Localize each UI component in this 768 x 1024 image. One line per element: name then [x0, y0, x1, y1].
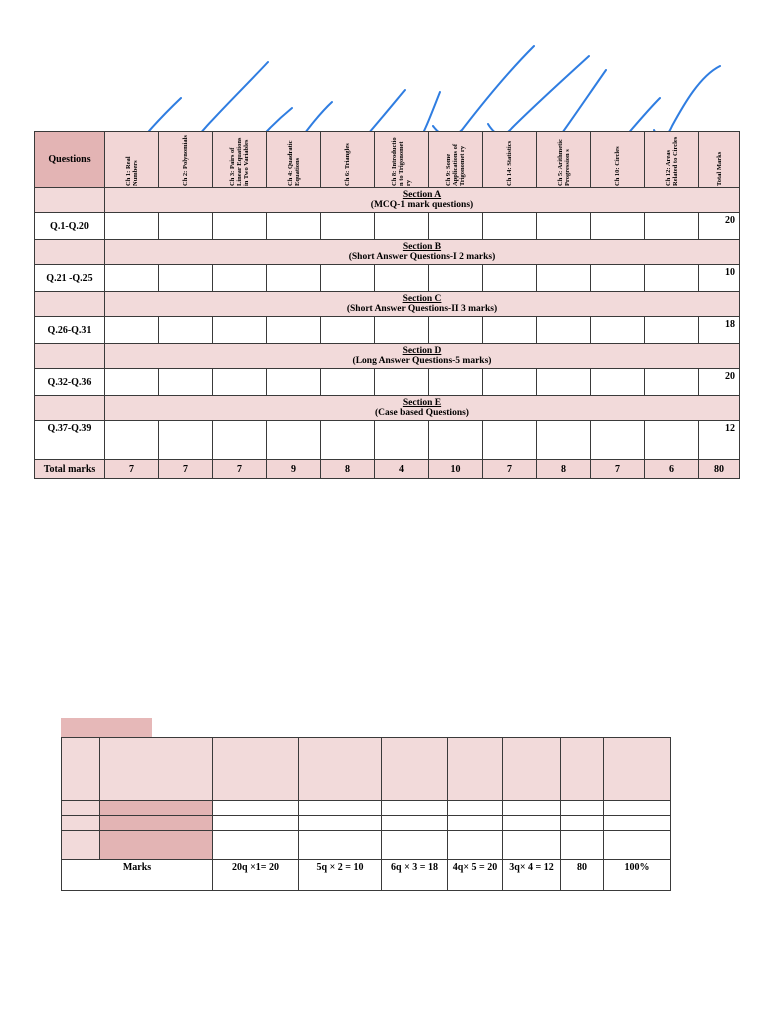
marks-percent: 100%: [604, 860, 671, 891]
marks-total: 80: [561, 860, 604, 891]
section-row: [35, 292, 740, 317]
total-marks-label: Total marks: [35, 460, 105, 479]
section-row: [35, 188, 740, 213]
chapter-total: 7: [483, 460, 537, 479]
marks-label: Marks: [62, 860, 213, 891]
row-total-marks: 20: [699, 369, 740, 396]
marks-value: 4q× 5 = 20: [448, 860, 503, 891]
row-total-marks: 10: [699, 265, 740, 292]
question-range: Q.37-Q.39: [35, 421, 105, 460]
tick-mark-ch9: [433, 46, 534, 136]
chapter-total: 4: [375, 460, 429, 479]
section-row: [35, 396, 740, 421]
chapter-total: 7: [213, 460, 267, 479]
question-row: [35, 213, 740, 240]
question-blueprint-table: [34, 131, 740, 479]
summary-title-tab: [61, 718, 152, 737]
section-row: [35, 344, 740, 369]
chapter-header: Ch 3: Pairs of Linear Equations in Two Variables: [213, 132, 267, 188]
section-row: [35, 240, 740, 265]
chapter-header: Ch 12: Areas Related to Circles: [645, 132, 699, 188]
section-heading: Section E (Case based Questions): [105, 396, 740, 421]
marks-value: 20q ×1= 20: [213, 860, 299, 891]
summary-row: [62, 831, 671, 860]
chapter-total: 9: [267, 460, 321, 479]
question-row: [35, 317, 740, 344]
table-header-row: [35, 132, 740, 188]
chapter-total: 7: [591, 460, 645, 479]
grand-total: 80: [699, 460, 740, 479]
chapter-header: Ch 2: Polynomials: [159, 132, 213, 188]
chapter-total: 7: [105, 460, 159, 479]
section-heading: Section C (Short Answer Questions-II 3 marks): [105, 292, 740, 317]
chapter-header: Ch 14: Statistics: [483, 132, 537, 188]
tick-mark-ch14: [488, 56, 589, 135]
chapter-total: 8: [321, 460, 375, 479]
section-heading: Section B (Short Answer Questions-I 2 marks): [105, 240, 740, 265]
chapter-header: Ch 8: Introductio n to Trigonomet ry: [375, 132, 429, 188]
summary-row: [62, 801, 671, 816]
marks-value: 6q × 3 = 18: [382, 860, 448, 891]
summary-marks-row: [62, 860, 671, 891]
question-range: Q.26-Q.31: [35, 317, 105, 344]
section-heading: Section D (Long Answer Questions-5 marks): [105, 344, 740, 369]
question-row: [35, 421, 740, 460]
chapter-header: Ch 5: Arithmetic Progression s: [537, 132, 591, 188]
questions-header: Questions: [35, 132, 105, 188]
chapter-header: Ch 9: Some Applications of Trigonomet ry: [429, 132, 483, 188]
row-total-marks: 20: [699, 213, 740, 240]
marks-summary-table: [61, 737, 671, 891]
total-marks-header: Total Marks: [699, 132, 740, 188]
summary-row: [62, 816, 671, 831]
question-range: Q.1-Q.20: [35, 213, 105, 240]
summary-header-row: [62, 738, 671, 801]
chapter-header: Ch 6: Triangles: [321, 132, 375, 188]
chapter-header: Ch 4: Quadratic Equations: [267, 132, 321, 188]
question-row: [35, 369, 740, 396]
chapter-header: Ch 1: Real Numbers: [105, 132, 159, 188]
section-heading: Section A (MCQ-1 mark questions): [105, 188, 740, 213]
chapter-total: 10: [429, 460, 483, 479]
chapter-header: Ch 10: Circles: [591, 132, 645, 188]
row-total-marks: 12: [699, 421, 740, 460]
marks-value: 5q × 2 = 10: [299, 860, 382, 891]
chapter-total: 7: [159, 460, 213, 479]
question-range: Q.32-Q.36: [35, 369, 105, 396]
chapter-total: 6: [645, 460, 699, 479]
row-total-marks: 18: [699, 317, 740, 344]
question-row: [35, 265, 740, 292]
marks-value: 3q× 4 = 12: [503, 860, 561, 891]
question-range: Q.21 -Q.25: [35, 265, 105, 292]
tick-mark-ch12: [654, 66, 720, 137]
total-marks-row: [35, 460, 740, 479]
chapter-total: 8: [537, 460, 591, 479]
